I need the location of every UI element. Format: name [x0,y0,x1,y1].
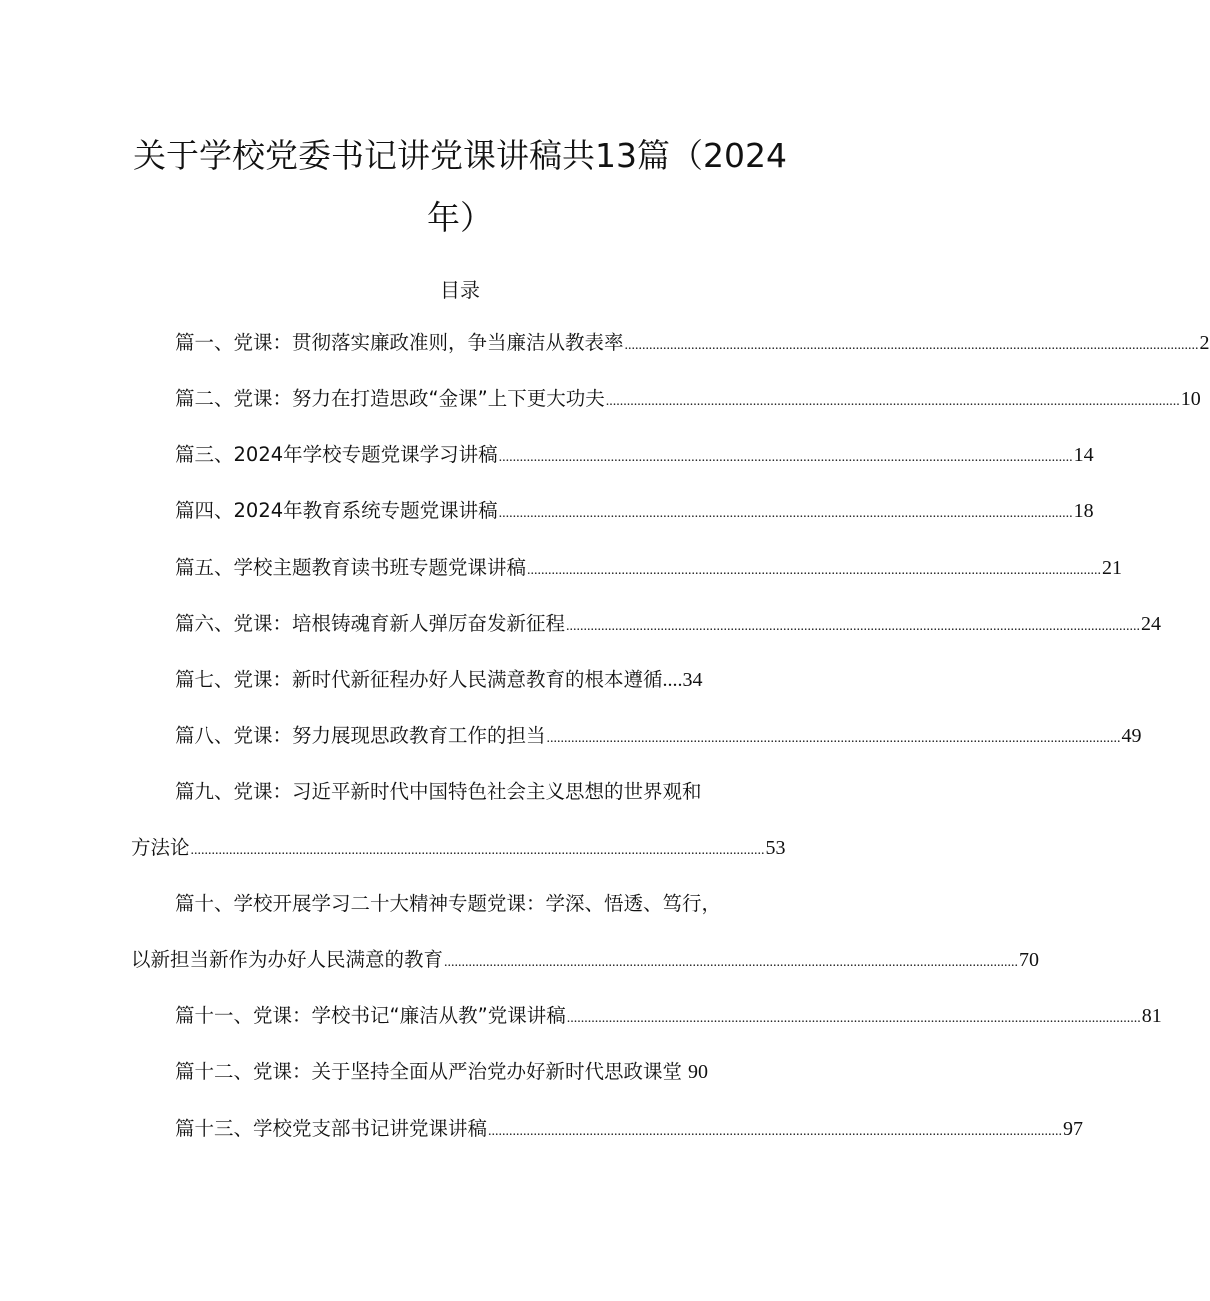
toc-entry-4[interactable] [175,496,1094,526]
toc-leader: .................................................................................................................................................................... [566,1011,1141,1026]
toc-page-number: 14 [1073,444,1094,466]
toc-page-number: 21 [1102,557,1123,579]
toc-leader: .... [662,669,683,691]
toc-entry-text: 篇十三、学校党支部书记讲党课讲稿 [175,1117,488,1140]
toc-leader: .................................................................................................................................................................... [190,843,765,858]
toc-entry-10-line-1[interactable] [175,889,721,919]
toc-entry-text: 篇四、2024年教育系统专题党课讲稿 [175,499,498,522]
toc-leader: .................................................................................................................................................................... [498,506,1073,521]
document-title [120,125,800,249]
toc-page-number: 18 [1073,500,1094,522]
toc-leader: .................................................................................................................................................................... [444,955,1019,970]
toc-entry-5[interactable] [175,553,1123,583]
toc-entry-text-cont: 以新担当新作为办好人民满意的教育 [131,948,444,971]
toc-leader: .................................................................................................................................................................... [605,394,1180,409]
toc-entry-9-line-1[interactable] [175,777,702,807]
toc-page-number: 97 [1063,1118,1084,1140]
toc-entry-1[interactable] [175,328,1210,358]
toc-entry-text: 篇九、党课：习近平新时代中国特色社会主义思想的世界观和 [175,780,702,803]
toc-entry-9-line-2[interactable] [131,833,786,863]
toc-entry-13[interactable] [175,1114,1084,1144]
toc-entry-6[interactable] [175,609,1162,639]
toc-page-number: 24 [1141,613,1162,635]
toc-entry-8[interactable] [175,721,1142,751]
toc-entry-text-cont: 方法论 [131,836,190,859]
toc-leader: .................................................................................................................................................................... [488,1124,1063,1139]
toc-leader: .................................................................................................................................................................... [624,338,1199,353]
toc-entry-text: 篇五、学校主题教育读书班专题党课讲稿 [175,556,527,579]
toc-entry-7[interactable] [175,665,703,695]
toc-entry-12[interactable] [175,1057,708,1087]
toc-entry-text: 篇七、党课：新时代新征程办好人民满意教育的根本遵循 [175,668,663,691]
toc-page-number: 70 [1019,949,1040,971]
toc-entry-10-line-2[interactable] [131,945,1040,975]
toc-page-number: 53 [765,837,786,859]
toc-entry-text: 篇二、党课：努力在打造思政“金课”上下更大功夫 [175,387,605,410]
toc-page-number: 90 [688,1061,709,1083]
toc-page-number: 81 [1141,1005,1162,1027]
toc-entry-3[interactable] [175,440,1094,470]
toc-entry-11[interactable] [175,1001,1162,1031]
toc-entry-text: 篇六、党课：培根铸魂育新人弹厉奋发新征程 [175,612,566,635]
toc-entry-2[interactable] [175,384,1201,414]
toc-page-number: 49 [1121,725,1142,747]
toc-page-number: 34 [682,669,703,691]
toc-page-number: 10 [1180,388,1201,410]
toc-entry-text: 篇八、党课：努力展现思政教育工作的担当 [175,724,546,747]
toc-leader: .................................................................................................................................................................... [566,619,1141,634]
toc-page-number: 2 [1199,332,1210,354]
toc-leader: .................................................................................................................................................................... [527,563,1102,578]
title-line-2: 年） [427,198,493,237]
toc-entry-text: 篇三、2024年学校专题党课学习讲稿 [175,443,498,466]
toc-leader: .................................................................................................................................................................... [498,450,1073,465]
toc-entry-text: 篇一、党课：贯彻落实廉政准则，争当廉洁从教表率 [175,331,624,354]
toc-leader: .................................................................................................................................................................... [546,731,1121,746]
toc-entry-text: 篇十二、党课：关于坚持全面从严治党办好新时代思政课堂 [175,1060,683,1083]
toc-heading: 目录 [440,278,480,302]
toc-entry-text: 篇十、学校开展学习二十大精神专题党课：学深、悟透、笃行， [175,892,722,915]
toc-entry-text: 篇十一、党课：学校书记“廉洁从教”党课讲稿 [175,1004,566,1027]
title-line-1: 关于学校党委书记讲党课讲稿共13篇（2024 [133,136,787,175]
